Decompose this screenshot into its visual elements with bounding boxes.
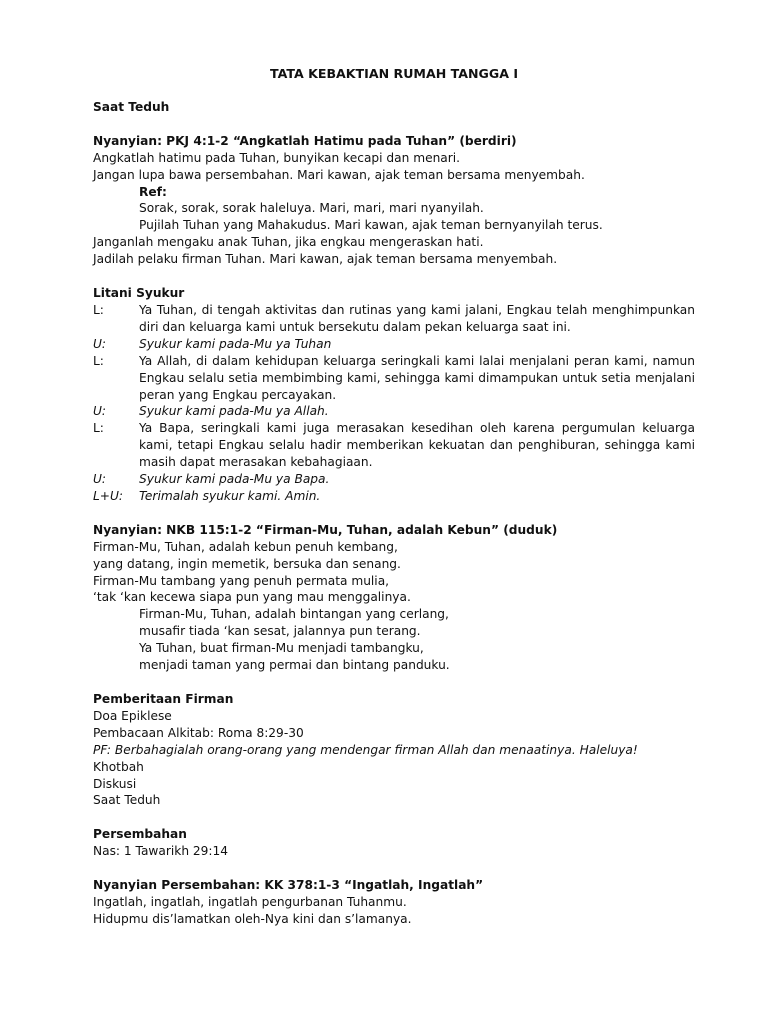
heading-persembahan: Persembahan bbox=[93, 827, 187, 842]
litani-text: Ya Tuhan, di tengah aktivitas dan rutinas yang kami jalani, Engkau telah menghimpunkan diri dan keluarga kami untuk bersekutu dalam pekan keluarga saat ini. bbox=[139, 302, 695, 334]
doa-epiklese: Doa Epiklese bbox=[93, 708, 172, 723]
litani-speaker: L+U: bbox=[93, 488, 124, 503]
litani-speaker: U: bbox=[93, 404, 107, 419]
song1-line: Janganlah mengaku anak Tuhan, jika engkau mengeraskan hati. bbox=[93, 235, 484, 250]
song2-indented-line: menjadi taman yang permai dan bintang panduku. bbox=[139, 658, 450, 673]
litani-row bbox=[93, 488, 695, 505]
litani-text: Syukur kami pada-Mu ya Bapa. bbox=[139, 472, 330, 487]
litani-speaker: U: bbox=[93, 336, 107, 351]
litani-text: Terimalah syukur kami. Amin. bbox=[139, 488, 321, 503]
saat-teduh: Saat Teduh bbox=[93, 793, 161, 808]
document-title: TATA KEBAKTIAN RUMAH TANGGA I bbox=[269, 66, 519, 81]
song3-line: Hidupmu dis’lamatkan oleh-Nya kini dan s’lamanya. bbox=[93, 911, 412, 926]
song1-line: Jadilah pelaku firman Tuhan. Mari kawan, ajak teman bersama menyembah. bbox=[93, 252, 558, 267]
song2-indented-line: Firman-Mu, Tuhan, adalah bintangan yang cerlang, bbox=[139, 607, 449, 622]
litani-text: Ya Bapa, seringkali kami juga merasakan kesedihan oleh karena pergumulan keluarga kami, tetapi Engkau selalu hadir memberikan kekuatan dan penghiburan, sehingga kami masih dapat merasakan kebahagiaan. bbox=[139, 421, 695, 470]
song1-ref-line: Pujilah Tuhan yang Mahakudus. Mari kawan, ajak teman bernyanyilah terus. bbox=[139, 218, 603, 233]
song2-line: yang datang, ingin memetik, bersuka dan senang. bbox=[93, 556, 401, 571]
litani-row bbox=[93, 336, 695, 353]
litani-text: Syukur kami pada-Mu ya Allah. bbox=[139, 404, 329, 419]
heading-nyanyian-1: Nyanyian: PKJ 4:1-2 “Angkatlah Hatimu pada Tuhan” (berdiri) bbox=[93, 133, 517, 148]
khotbah: Khotbah bbox=[93, 759, 144, 774]
heading-nyanyian-3: Nyanyian Persembahan: KK 378:1-3 “Ingatlah, Ingatlah” bbox=[93, 878, 484, 893]
litani-row bbox=[93, 420, 695, 471]
heading-nyanyian-2: Nyanyian: NKB 115:1-2 “Firman-Mu, Tuhan, adalah Kebun” (duduk) bbox=[93, 522, 558, 537]
diskusi: Diskusi bbox=[93, 776, 137, 791]
litani-speaker: L: bbox=[93, 353, 104, 368]
litani-row bbox=[93, 403, 695, 420]
litani-speaker: L: bbox=[93, 302, 104, 317]
song2-line: Firman-Mu, Tuhan, adalah kebun penuh kembang, bbox=[93, 539, 398, 554]
litani-speaker: L: bbox=[93, 421, 104, 436]
pembacaan-alkitab: Pembacaan Alkitab: Roma 8:29-30 bbox=[93, 725, 304, 740]
song2-line: ‘tak ‘kan kecewa siapa pun yang mau menggalinya. bbox=[93, 590, 411, 605]
song2-indented-line: musafir tiada ‘kan sesat, jalannya pun terang. bbox=[139, 624, 421, 639]
litani-list bbox=[93, 302, 695, 505]
song1-ref-line: Sorak, sorak, sorak haleluya. Mari, mari, mari nyanyilah. bbox=[139, 201, 484, 216]
pf-response: PF: Berbahagialah orang-orang yang mendengar firman Allah dan menaatinya. Haleluya! bbox=[93, 742, 638, 757]
heading-litani: Litani Syukur bbox=[93, 286, 185, 301]
litani-row bbox=[93, 302, 695, 336]
litani-speaker: U: bbox=[93, 472, 107, 487]
nas: Nas: 1 Tawarikh 29:14 bbox=[93, 844, 229, 859]
litani-row bbox=[93, 471, 695, 488]
song1-line: Angkatlah hatimu pada Tuhan, bunyikan kecapi dan menari. bbox=[93, 150, 461, 165]
song1-ref-label: Ref: bbox=[139, 184, 167, 199]
litani-text: Ya Allah, di dalam kehidupan keluarga seringkali kami lalai menjalani peran kami, namun Engkau selalu setia membimbing kami, sehingga kami dimampukan untuk setia menjalani peran yang Engkau percayakan. bbox=[139, 353, 695, 402]
song1-line: Jangan lupa bawa persembahan. Mari kawan, ajak teman bersama menyembah. bbox=[93, 167, 585, 182]
document-page bbox=[93, 66, 695, 928]
litani-text: Syukur kami pada-Mu ya Tuhan bbox=[139, 336, 332, 351]
song3-line: Ingatlah, ingatlah, ingatlah pengurbanan Tuhanmu. bbox=[93, 895, 407, 910]
litani-row bbox=[93, 353, 695, 404]
heading-saat-teduh: Saat Teduh bbox=[93, 99, 170, 114]
song2-line: Firman-Mu tambang yang penuh permata mulia, bbox=[93, 573, 390, 588]
song2-indented-line: Ya Tuhan, buat firman-Mu menjadi tambangku, bbox=[139, 641, 424, 656]
heading-pemberitaan: Pemberitaan Firman bbox=[93, 692, 234, 706]
